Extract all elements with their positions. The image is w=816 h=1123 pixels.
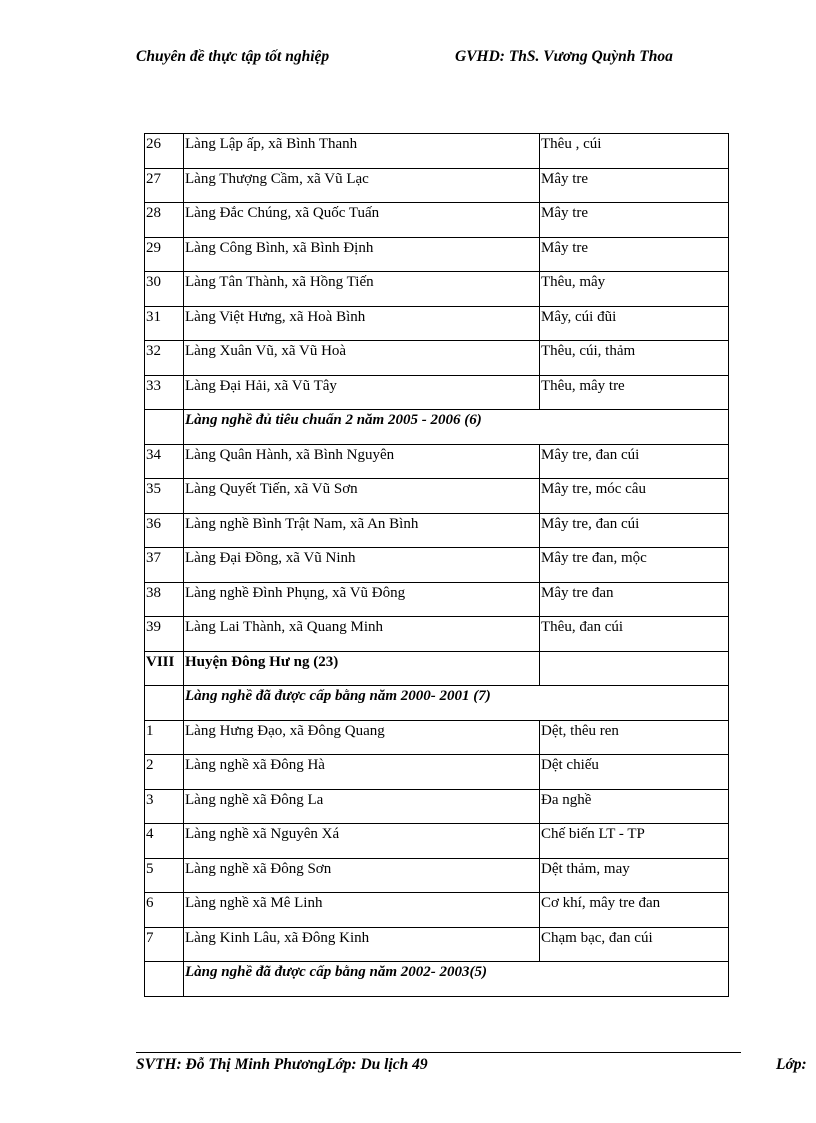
craft-type: Mây tre, đan cúi (540, 513, 729, 548)
village-name: Làng Tân Thành, xã Hồng Tiến (184, 272, 540, 307)
footer-class: Lớp: (776, 1056, 807, 1073)
table-row (145, 237, 729, 272)
village-name: Làng Công Bình, xã Bình Định (184, 237, 540, 272)
village-name: Làng nghề xã Mê Linh (184, 893, 540, 928)
table-row (145, 582, 729, 617)
row-number (145, 410, 184, 445)
row-number: 1 (145, 720, 184, 755)
craft-type: Mây tre (540, 237, 729, 272)
row-number: 39 (145, 617, 184, 652)
village-name: Làng nghề xã Đông Hà (184, 755, 540, 790)
village-name: Làng Xuân Vũ, xã Vũ Hoà (184, 341, 540, 376)
village-name: Làng nghề xã Nguyên Xá (184, 824, 540, 859)
row-number: 29 (145, 237, 184, 272)
table-row (145, 272, 729, 307)
craft-type: Dệt chiếu (540, 755, 729, 790)
section-heading: Làng nghề đã được cấp bằng năm 2000- 2001 (7) (184, 686, 729, 721)
row-number: 31 (145, 306, 184, 341)
village-name: Làng nghề Bình Trật Nam, xã An Bình (184, 513, 540, 548)
craft-type: Mây tre (540, 203, 729, 238)
table-row (145, 789, 729, 824)
row-number: VIII (145, 651, 184, 686)
village-name: Làng Đắc Chúng, xã Quốc Tuấn (184, 203, 540, 238)
village-name: Làng Lập ấp, xã Bình Thanh (184, 134, 540, 169)
craft-type: Chế biến LT - TP (540, 824, 729, 859)
craft-type: Mây tre (540, 168, 729, 203)
row-number: 38 (145, 582, 184, 617)
table-row (145, 341, 729, 376)
craft-type: Mây tre, đan cúi (540, 444, 729, 479)
table-row (145, 927, 729, 962)
table-row (145, 306, 729, 341)
row-number: 33 (145, 375, 184, 410)
village-name: Làng Đại Đồng, xã Vũ Ninh (184, 548, 540, 583)
craft-type: Thêu, cúi, thảm (540, 341, 729, 376)
village-name: Làng nghề xã Đông La (184, 789, 540, 824)
village-name: Làng Đại Hải, xã Vũ Tây (184, 375, 540, 410)
district-row (145, 651, 729, 686)
village-name: Làng Thượng Cầm, xã Vũ Lạc (184, 168, 540, 203)
table-row (145, 375, 729, 410)
section-row (145, 410, 729, 445)
row-number: 28 (145, 203, 184, 238)
village-name: Làng Kinh Lâu, xã Đông Kinh (184, 927, 540, 962)
village-name: Làng Lai Thành, xã Quang Minh (184, 617, 540, 652)
row-number (145, 962, 184, 997)
table-row (145, 513, 729, 548)
row-number: 4 (145, 824, 184, 859)
village-name: Huyện Đông Hư ng (23) (184, 651, 540, 686)
row-number: 30 (145, 272, 184, 307)
header-advisor: GVHD: ThS. Vương Quỳnh Thoa (455, 48, 673, 65)
table-row (145, 479, 729, 514)
row-number: 35 (145, 479, 184, 514)
craft-type: Đa nghề (540, 789, 729, 824)
row-number: 26 (145, 134, 184, 169)
row-number: 6 (145, 893, 184, 928)
table-row (145, 893, 729, 928)
section-row (145, 686, 729, 721)
row-number: 5 (145, 858, 184, 893)
row-number: 2 (145, 755, 184, 790)
craft-type: Mây tre đan (540, 582, 729, 617)
craft-type: Mây tre đan, mộc (540, 548, 729, 583)
village-name: Làng Việt Hưng, xã Hoà Bình (184, 306, 540, 341)
village-name: Làng nghề Đình Phụng, xã Vũ Đông (184, 582, 540, 617)
row-number: 37 (145, 548, 184, 583)
section-heading: Làng nghề đã được cấp bằng năm 2002- 2003(5) (184, 962, 729, 997)
row-number (145, 686, 184, 721)
craft-type: Mây, cúi đũi (540, 306, 729, 341)
village-name: Làng Quân Hành, xã Bình Nguyên (184, 444, 540, 479)
header-title: Chuyên đề thực tập tốt nghiệp (136, 48, 330, 65)
row-number: 7 (145, 927, 184, 962)
village-name: Làng nghề xã Đông Sơn (184, 858, 540, 893)
table-row (145, 617, 729, 652)
village-name: Làng Quyết Tiến, xã Vũ Sơn (184, 479, 540, 514)
craft-type: Thêu , cúi (540, 134, 729, 169)
table-row (145, 203, 729, 238)
craft-type (540, 651, 729, 686)
table-row (145, 824, 729, 859)
table-row (145, 858, 729, 893)
section-heading: Làng nghề đủ tiêu chuẩn 2 năm 2005 - 2006 (6) (184, 410, 729, 445)
footer-student: SVTH: Đỗ Thị Minh PhươngLớp: Du lịch 49 (136, 1056, 428, 1073)
craft-type: Chạm bạc, đan cúi (540, 927, 729, 962)
row-number: 36 (145, 513, 184, 548)
craft-type: Thêu, mây tre (540, 375, 729, 410)
table-row (145, 720, 729, 755)
craft-village-table (144, 133, 729, 997)
craft-type: Thêu, đan cúi (540, 617, 729, 652)
row-number: 34 (145, 444, 184, 479)
row-number: 32 (145, 341, 184, 376)
craft-type: Dệt, thêu ren (540, 720, 729, 755)
village-name: Làng Hưng Đạo, xã Đông Quang (184, 720, 540, 755)
row-number: 3 (145, 789, 184, 824)
craft-type: Dệt thảm, may (540, 858, 729, 893)
footer-divider (136, 1052, 741, 1053)
table-row (145, 168, 729, 203)
row-number: 27 (145, 168, 184, 203)
table-row (145, 444, 729, 479)
craft-type: Cơ khí, mây tre đan (540, 893, 729, 928)
craft-type: Thêu, mây (540, 272, 729, 307)
table-row (145, 755, 729, 790)
section-row (145, 962, 729, 997)
table-row (145, 548, 729, 583)
craft-type: Mây tre, móc câu (540, 479, 729, 514)
table-row (145, 134, 729, 169)
